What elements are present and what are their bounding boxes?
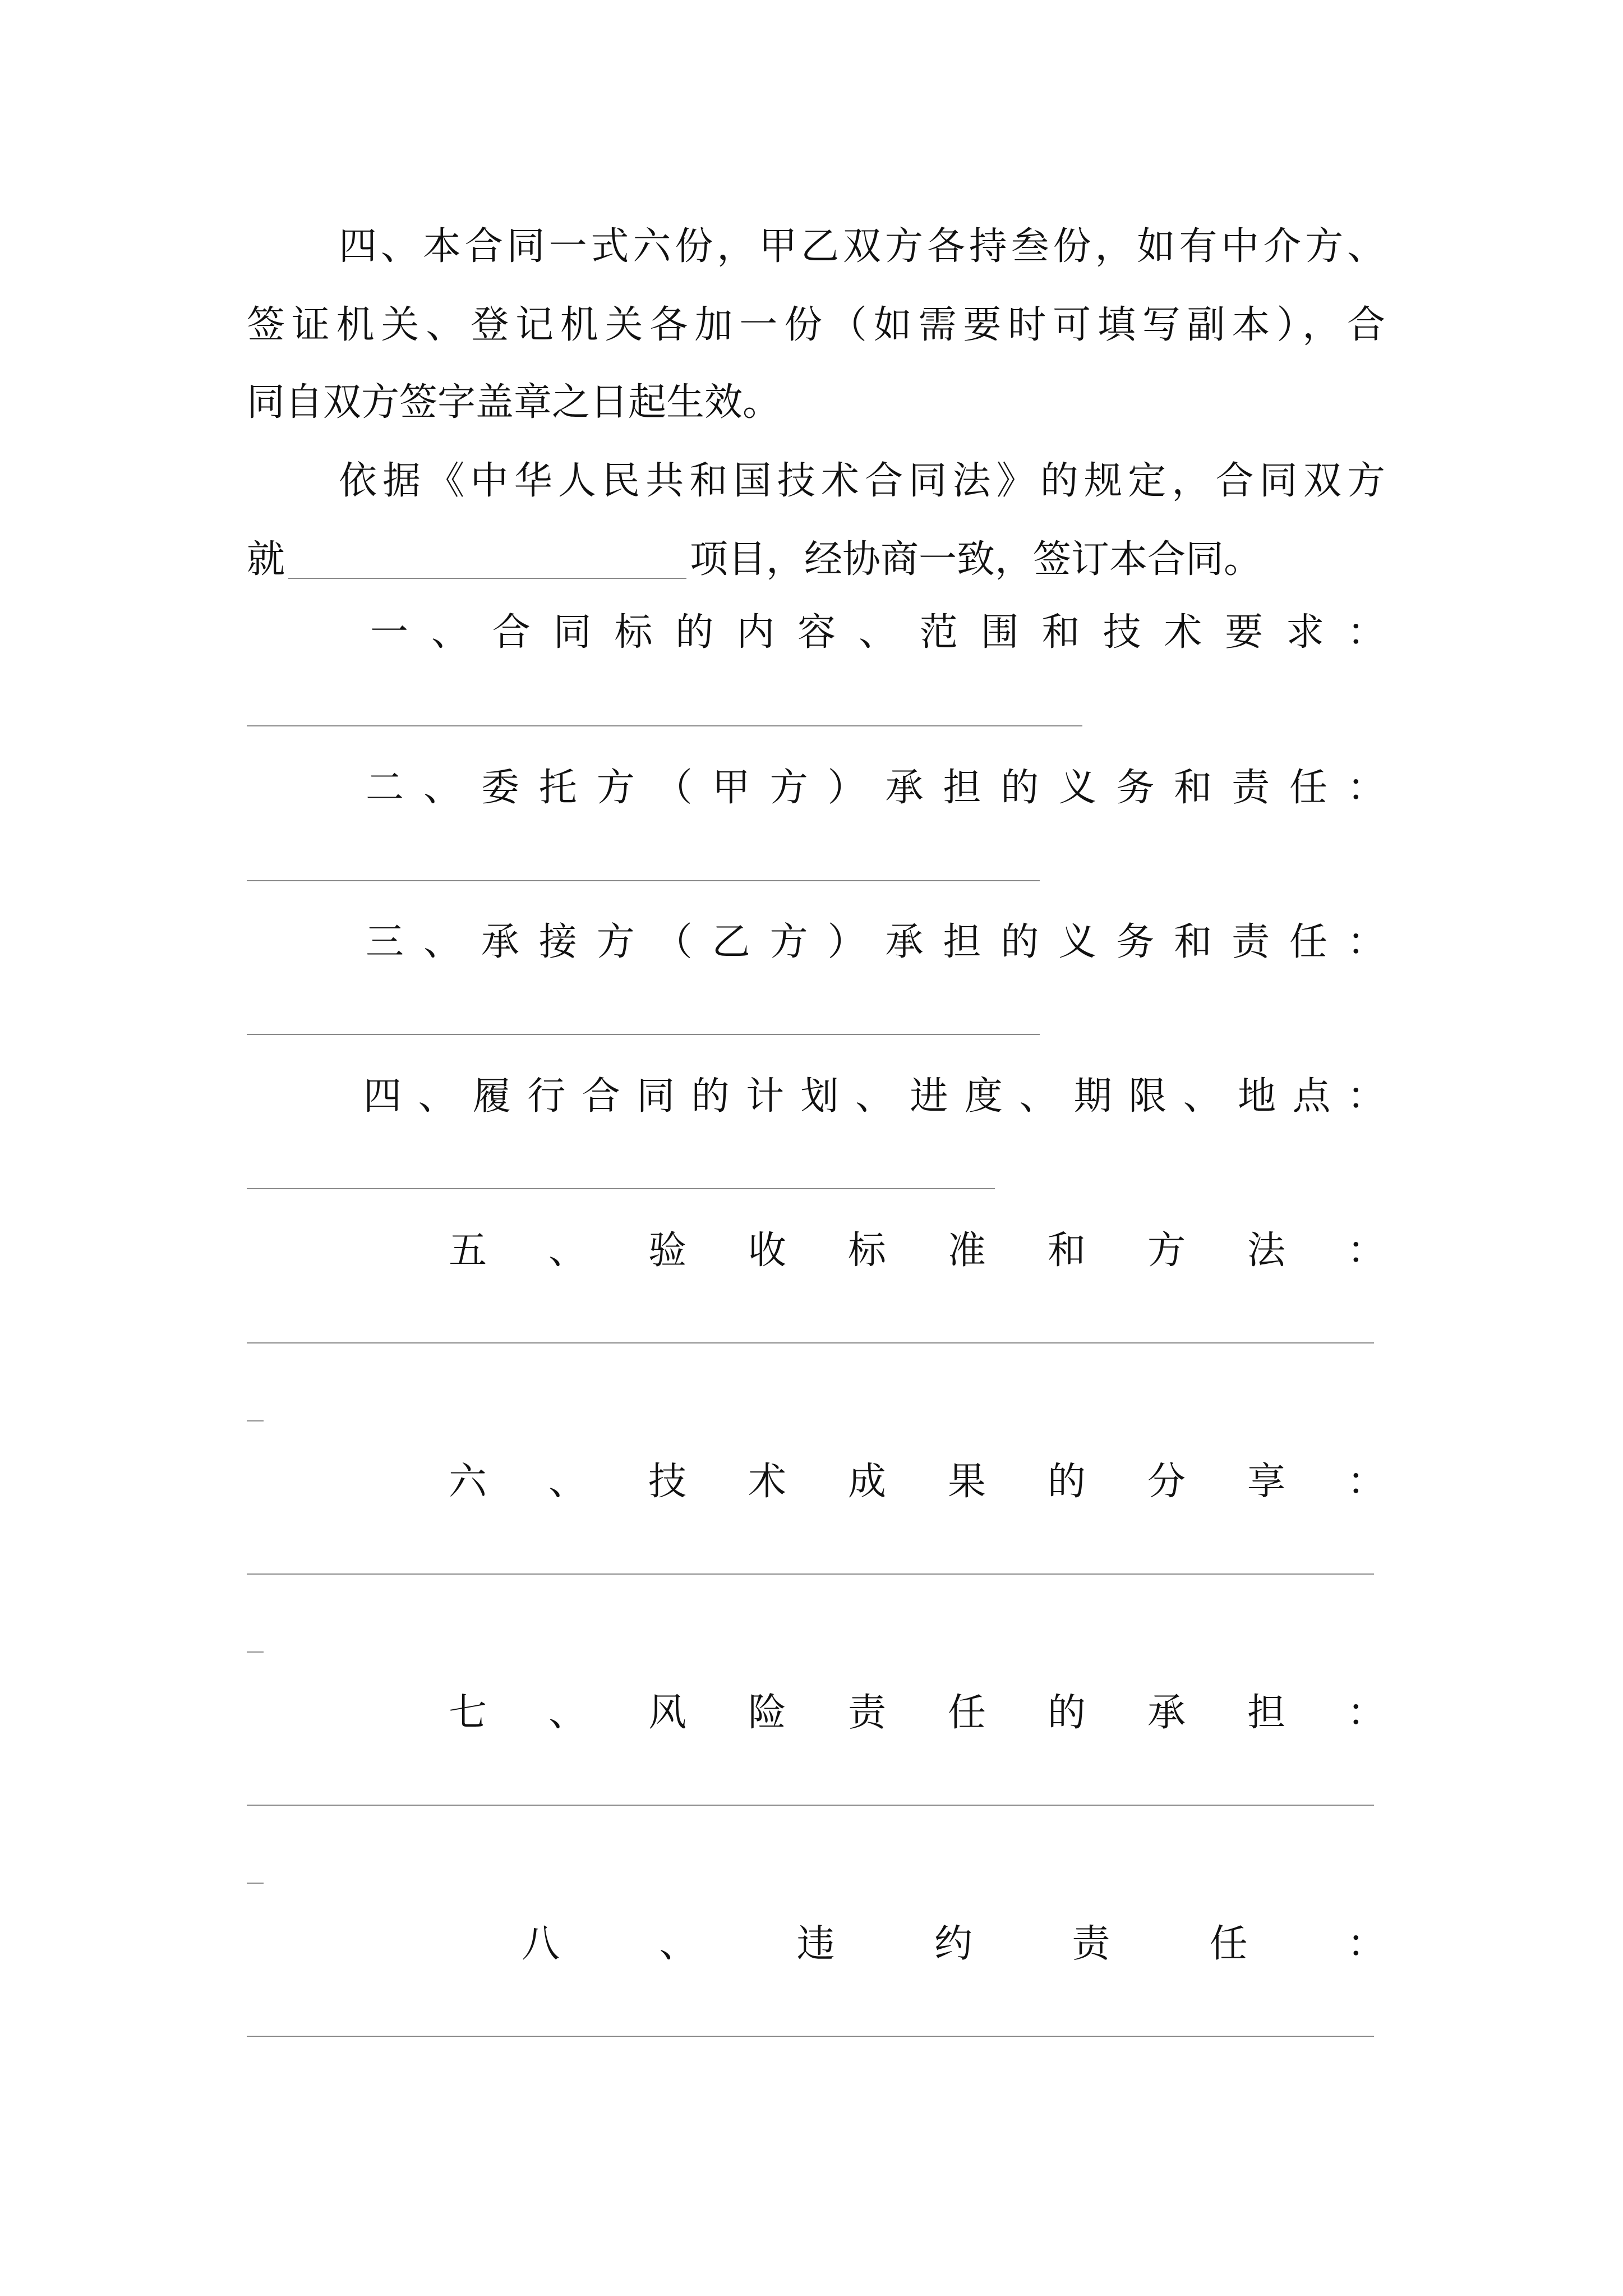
intro-suffix: 项目，经协商一致，签订本合同。: [690, 537, 1262, 582]
intro-prefix: 就: [247, 537, 285, 582]
section-heading-2: 二、委托方（甲方）承担的义务和责任：: [366, 766, 1385, 810]
section-heading-5: 五、验收标准和方法：: [449, 1228, 1385, 1273]
section-blank-1[interactable]: [247, 725, 1082, 726]
section-heading-7: 七、风险责任的承担：: [449, 1691, 1385, 1735]
section-heading-3: 三、承接方（乙方）承担的义务和责任：: [366, 920, 1385, 964]
section-blank-7[interactable]: [247, 1805, 1374, 1806]
section-blank-5[interactable]: [247, 1342, 1374, 1343]
intro-line-2: [247, 532, 1385, 588]
section-blank-6-overflow: [247, 1651, 264, 1653]
section-blank-2[interactable]: [247, 880, 1040, 881]
paragraph-4-line-2: 签证机关、登记机关各加一份（如需要时可填写副本），合: [247, 303, 1385, 347]
project-name-blank[interactable]: [288, 539, 686, 579]
section-blank-3[interactable]: [247, 1034, 1040, 1035]
section-blank-6[interactable]: [247, 1573, 1374, 1575]
section-blank-7-overflow: [247, 1883, 264, 1884]
section-heading-6: 六、技术成果的分享：: [449, 1460, 1385, 1504]
section-blank-8[interactable]: [247, 2036, 1374, 2037]
intro-line-1: 依据《中华人民共和国技术合同法》的规定，合同双方: [339, 459, 1385, 503]
paragraph-4-line-1: 四、本合同一式六份，甲乙双方各持叁份，如有中介方、: [339, 224, 1385, 269]
section-blank-4[interactable]: [247, 1188, 995, 1189]
paragraph-4-line-3: 同自双方签字盖章之日起生效。: [247, 380, 781, 425]
section-blank-5-overflow: [247, 1420, 264, 1421]
section-heading-4: 四、履行合同的计划、进度、期限、地点：: [363, 1074, 1385, 1119]
section-heading-8: 八、违约责任：: [522, 1922, 1385, 1966]
section-heading-1: 一、合同标的内容、范围和技术要求：: [370, 610, 1385, 655]
